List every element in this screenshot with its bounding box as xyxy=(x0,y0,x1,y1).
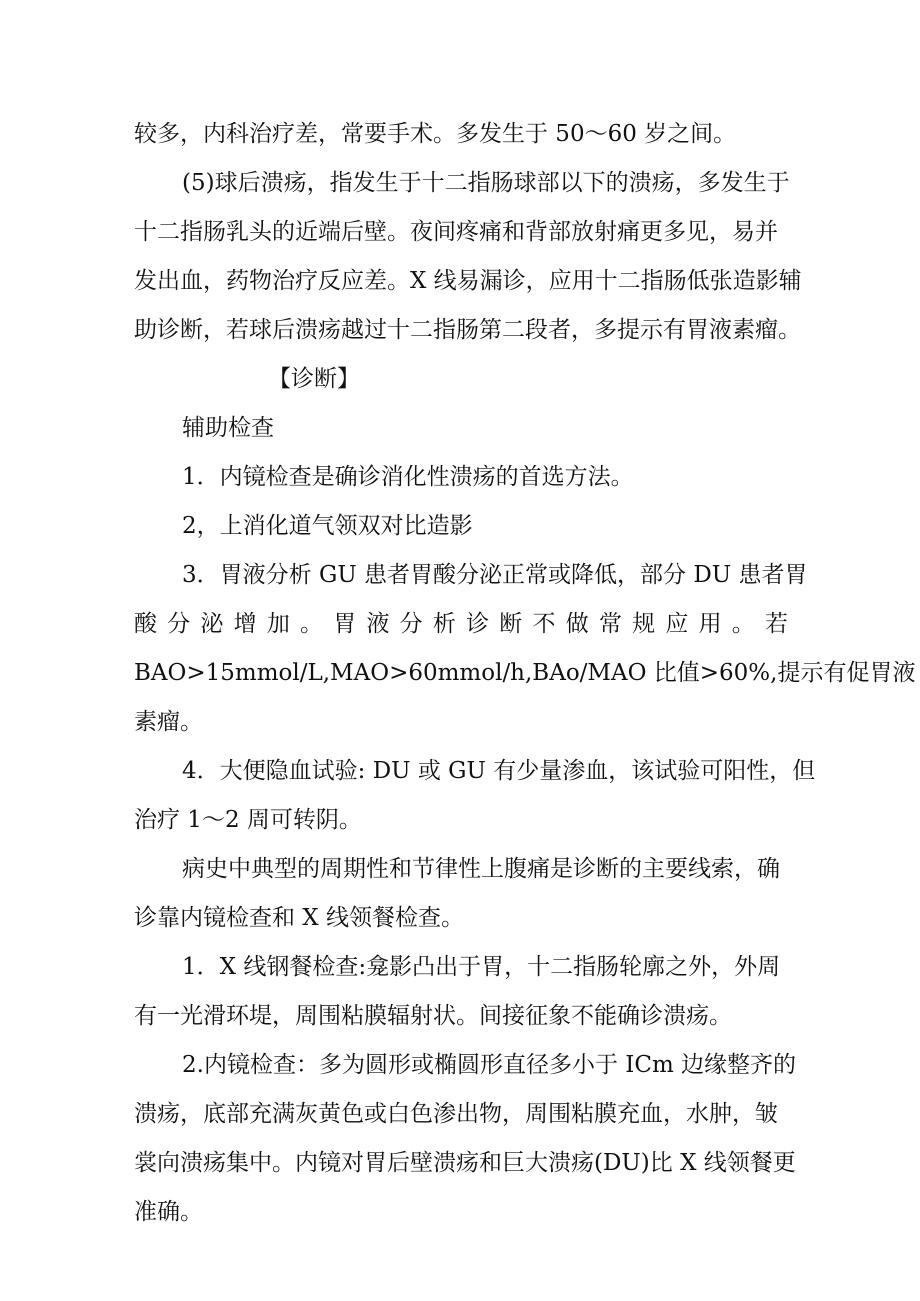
text-line: BAO>15mmol/L,MAO>60mmol/h,BAo/MAO 比值>60%,提示有促胃液 xyxy=(134,660,916,686)
text-line: 治疗 1～2 周可转阴。 xyxy=(134,807,362,833)
text-line: 诊靠内镜检查和 X 线领餐检查。 xyxy=(134,905,464,931)
text-line: (5)球后溃疡，指发生于十二指肠球部以下的溃疡，多发生于 xyxy=(182,170,790,196)
text-line: 十二指肠乳头的近端后壁。夜间疼痛和背部放射痛更多见，易并 xyxy=(134,219,778,245)
text-line: 裳向溃疡集中。内镜对胃后壁溃疡和巨大溃疡(DU)比 X 线领餐更 xyxy=(134,1150,796,1176)
text-line: 1．内镜检查是确诊消化性溃疡的首选方法。 xyxy=(182,464,634,490)
text-line: 较多，内科治疗差，常要手术。多发生于 50～60 岁之间。 xyxy=(134,121,737,147)
text-line: 准确。 xyxy=(134,1199,203,1225)
section-heading: 【诊断】 xyxy=(268,366,360,392)
text-line: 2，上消化道气领双对比造影 xyxy=(182,513,473,539)
subheading: 辅助检查 xyxy=(182,415,274,441)
text-line: 4．大便隐血试验: DU 或 GU 有少量渗血，该试验可阳性，但 xyxy=(182,758,816,784)
text-line: 有一光滑环堤，周围粘膜辐射状。间接征象不能确诊溃疡。 xyxy=(134,1003,732,1029)
text-line: 2.内镜检查：多为圆形或椭圆形直径多小于 ICm 边缘整齐的 xyxy=(182,1052,797,1078)
text-line: 素瘤。 xyxy=(134,709,203,735)
text-line: 溃疡，底部充满灰黄色或白色渗出物，周围粘膜充血，水肿，皱 xyxy=(134,1101,778,1127)
text-line: 酸 分 泌 增 加 。 胃 液 分 析 诊 断 不 做 常 规 应 用 。 若 xyxy=(134,611,788,637)
text-line: 发出血，药物治疗反应差。X 线易漏诊，应用十二指肠低张造影辅 xyxy=(134,268,802,294)
text-line: 3．胃液分析 GU 患者胃酸分泌正常或降低，部分 DU 患者胃 xyxy=(182,562,808,588)
text-line: 1．X 线钢餐检查:龛影凸出于胃，十二指肠轮廓之外，外周 xyxy=(182,954,781,980)
text-line: 病史中典型的周期性和节律性上腹痛是诊断的主要线索，确 xyxy=(182,856,780,882)
text-line: 助诊断，若球后溃疡越过十二指肠第二段者，多提示有胃液素瘤。 xyxy=(134,317,801,343)
